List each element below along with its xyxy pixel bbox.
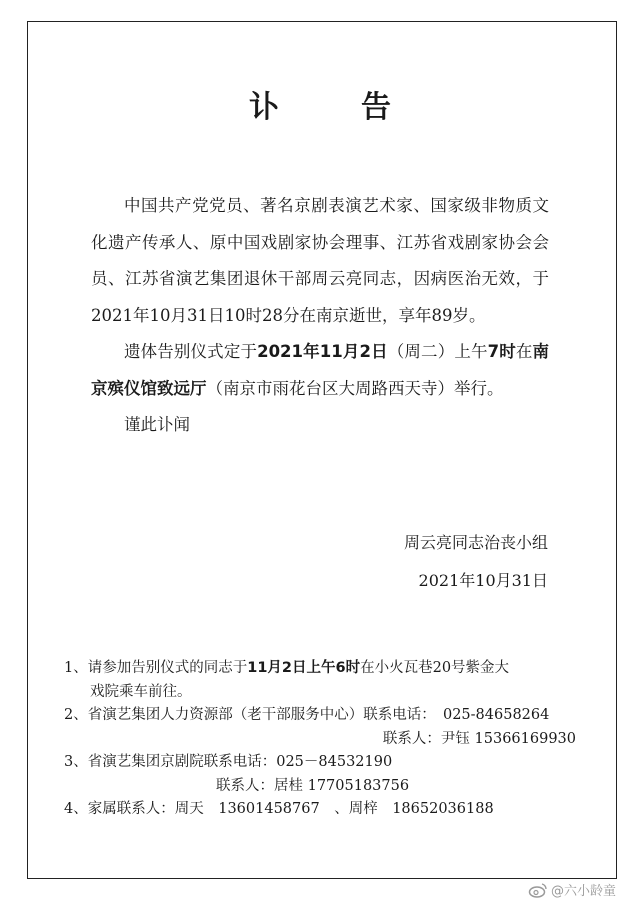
note-1: 1、请参加告别仪式的同志于11月2日上午6时在小火瓦巷20号紫金大 [64,660,510,676]
page-title: 讣 告 [249,90,417,125]
ceremony-time: 7时 [487,342,516,361]
signature-date: 2021年10月31日 [418,571,548,590]
ceremony-address: （南京市雨花台区大周路西天寺）举行。 [206,378,504,398]
notes-section [64,657,584,822]
note-1-cont: 戏院乘车前往。 [90,683,192,700]
ceremony-intro: 遗体告别仪式定于 [124,342,258,361]
weibo-icon [528,882,548,898]
ceremony-date: 2021年11月2日 [257,342,388,361]
paragraph-announcement: 中国共产党党员、著名京剧表演艺术家、国家级非物质文化遗产传承人、原中国戏剧家协会理事、江苏省戏剧家协会会员、江苏省演艺集团退休干部周云亮同志，因病医治无效，于2021年10月31日10时28分在南京逝世，享年89岁。 [91,196,549,325]
note-2: 2、省演艺集团人力资源部（老干部服务中心）联系电话： 025-84658264 [64,707,550,723]
signature-org: 周云亮同志治丧小组 [403,533,548,552]
note-3: 3、省演艺集团京剧院联系电话：025－84532190 [64,754,393,770]
note-2-contact: 联系人：尹钰 15366169930 [382,730,576,747]
obituary-body [91,188,549,444]
note-3-contact: 联系人：居桂 17705183756 [216,777,410,794]
ceremony-at: 在 [515,342,533,361]
watermark [528,880,616,899]
ceremony-weekday: （周二）上午 [387,342,488,361]
paragraph-closing: 谨此讣闻 [124,415,190,434]
ceremony-venue: 南京殡仪馆致远厅 [91,342,550,398]
note-1-time: 11月2日上午6时 [247,660,361,676]
note-4: 4、家属联系人：周天 13601458767 、周梓 18652036188 [64,801,494,817]
paragraph-ceremony [91,334,549,407]
watermark-text: @六小龄童 [550,884,616,899]
